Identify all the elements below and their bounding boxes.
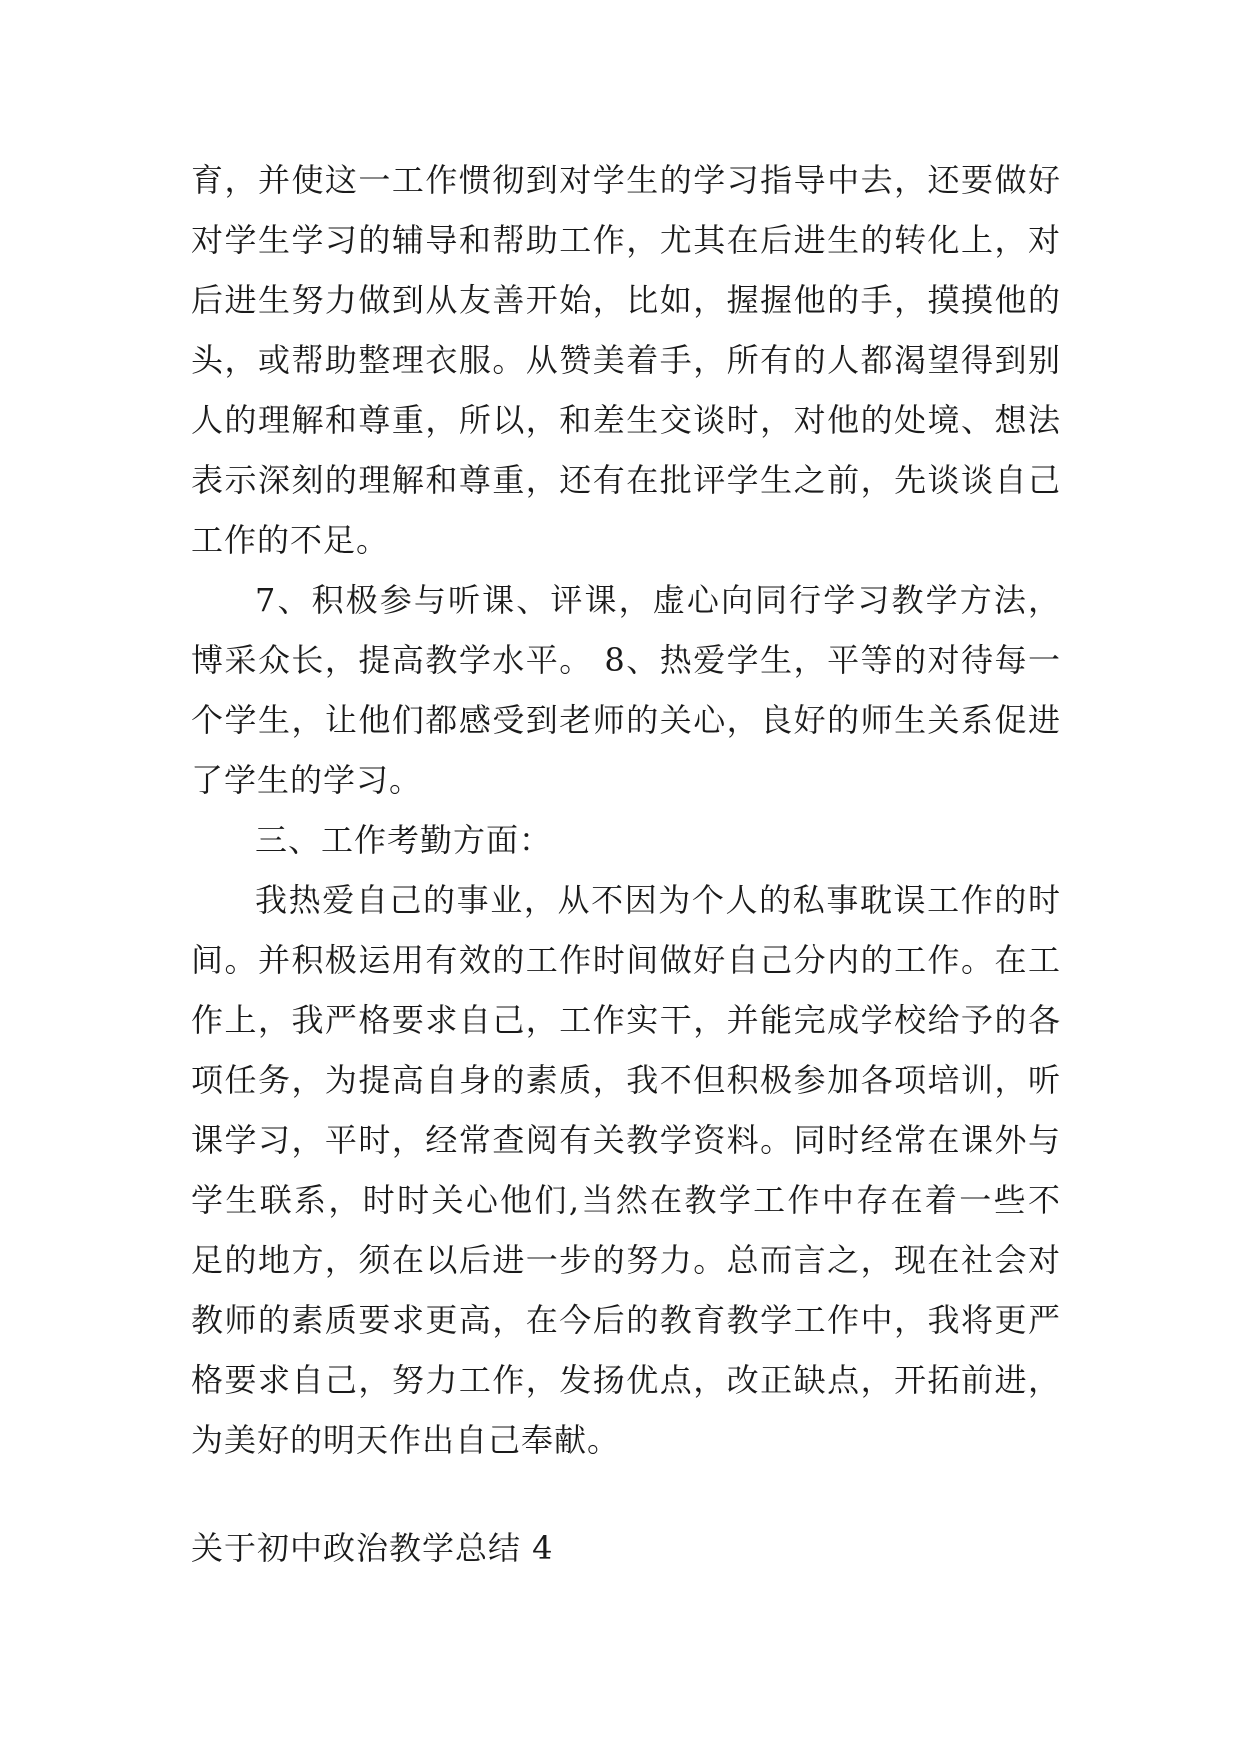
paragraph-line: 间。并积极运用有效的工作时间做好自己分内的工作。在工 [191,941,1061,979]
paragraph-line: 育，并使这一工作惯彻到对学生的学习指导中去，还要做好 [191,161,1061,199]
paragraph-line: 作上，我严格要求自己，工作实干，并能完成学校给予的各 [191,1001,1061,1039]
paragraph-line: 表示深刻的理解和尊重，还有在批评学生之前，先谈谈自己 [191,461,1061,499]
paragraph-line: 为美好的明天作出自己奉献。 [191,1421,621,1459]
paragraph-line: 7、积极参与听课、评课，虚心向同行学习教学方法， [255,581,1061,619]
paragraph-line: 足的地方，须在以后进一步的努力。总而言之，现在社会对 [191,1241,1061,1279]
paragraph-line: 博采众长，提高教学水平。 8、热爱学生，平等的对待每一 [191,641,1061,679]
paragraph-line: 个学生，让他们都感受到老师的关心，良好的师生关系促进 [191,701,1061,739]
paragraph-line: 了学生的学习。 [191,761,423,799]
paragraph-line: 头，或帮助整理衣服。从赞美着手，所有的人都渴望得到别 [191,341,1061,379]
paragraph-line: 项任务，为提高自身的素质，我不但积极参加各项培训，听 [191,1061,1061,1099]
paragraph-line: 我热爱自己的事业，从不因为个人的私事耽误工作的时 [255,881,1061,919]
section-heading: 三、工作考勤方面： [255,821,553,859]
paragraph-line: 格要求自己，努力工作，发扬优点，改正缺点，开拓前进， [191,1361,1061,1399]
paragraph-line: 课学习，平时，经常查阅有关教学资料。同时经常在课外与 [191,1121,1061,1159]
next-section-title: 关于初中政治教学总结 4 [191,1529,554,1567]
paragraph-line: 后进生努力做到从友善开始，比如，握握他的手，摸摸他的 [191,281,1061,319]
paragraph-line: 工作的不足。 [191,521,390,559]
paragraph-line: 人的理解和尊重，所以，和差生交谈时，对他的处境、想法 [191,401,1061,439]
paragraph-line: 学生联系，时时关心他们,当然在教学工作中存在着一些不 [191,1181,1061,1219]
paragraph-line: 教师的素质要求更高，在今后的教育教学工作中，我将更严 [191,1301,1061,1339]
paragraph-line: 对学生学习的辅导和帮助工作，尤其在后进生的转化上，对 [191,221,1061,259]
